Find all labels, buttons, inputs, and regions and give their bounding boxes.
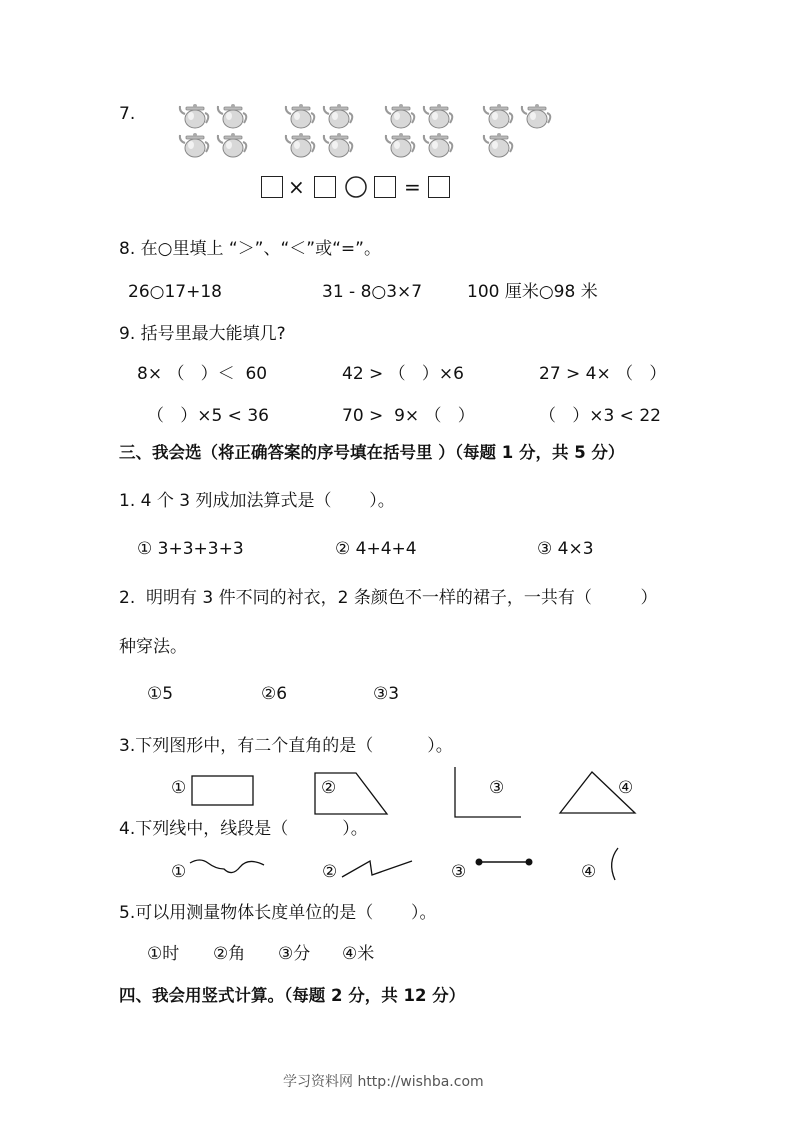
q9-item: 8× （ ）＜ 60 xyxy=(137,364,268,384)
s3-q1-prompt: 1. 4 个 3 列成加法算式是（ ）。 xyxy=(119,491,395,511)
teapot-icon xyxy=(482,102,516,130)
teapot-icon xyxy=(178,131,212,159)
arc-line xyxy=(607,846,621,882)
teapot-icon xyxy=(422,131,456,159)
s3-q1-option: ① 3+3+3+3 xyxy=(137,539,244,559)
answer-box[interactable] xyxy=(428,176,450,198)
teapot-icon xyxy=(384,131,418,159)
answer-box[interactable] xyxy=(261,176,283,198)
teapot-icon xyxy=(482,131,516,159)
shape-label: ④ xyxy=(618,778,634,798)
equals-sign: = xyxy=(404,175,421,199)
shape-label: ① xyxy=(171,778,187,798)
curve-line xyxy=(188,857,268,881)
rectangle-shape xyxy=(191,775,255,807)
footer-text: 学习资料网 http://wishba.com xyxy=(283,1074,484,1090)
s3-q2-prompt: 2. 明明有 3 件不同的衬衣，2 条颜色不一样的裙子，一共有（ ） xyxy=(119,588,658,608)
s3-q5-option: ③分 xyxy=(278,944,311,964)
s3-q5-option: ②角 xyxy=(213,944,246,964)
s3-q2-prompt-cont: 种穿法。 xyxy=(119,637,187,657)
q9-item: （ ）×3 < 22 xyxy=(539,406,661,426)
teapot-icon xyxy=(216,131,250,159)
teapot-icon xyxy=(284,131,318,159)
teapot-icon xyxy=(284,102,318,130)
q9-item: 70 > 9× （ ） xyxy=(342,406,475,426)
teapot-icon xyxy=(384,102,418,130)
s3-q2-option: ①5 xyxy=(147,684,174,704)
line-label: ② xyxy=(322,862,338,882)
times-sign: × xyxy=(288,175,305,199)
section4-heading: 四、我会用竖式计算。（每题 2 分，共 12 分） xyxy=(119,986,466,1005)
s3-q2-option: ③3 xyxy=(373,684,400,704)
segment-line xyxy=(474,855,534,869)
teapot-icon xyxy=(322,102,356,130)
q8-prompt: 8. 在○里填上 “＞”、“＜”或“=”。 xyxy=(119,239,381,259)
line-label: ④ xyxy=(581,862,597,882)
q9-item: 42 > （ ）×6 xyxy=(342,364,464,384)
s3-q1-option: ③ 4×3 xyxy=(537,539,594,559)
teapot-icon xyxy=(520,102,554,130)
teapot-icon xyxy=(178,102,212,130)
s3-q3-prompt: 3.下列图形中，有二个直角的是（ ）。 xyxy=(119,736,453,756)
q8-item: 31 - 8○3×7 xyxy=(322,282,423,302)
polyline-line xyxy=(340,857,414,881)
section3-heading: 三、我会选（将正确答案的序号填在括号里 ）（每题 1 分，共 5 分） xyxy=(119,443,625,462)
q9-prompt: 9. 括号里最大能填几? xyxy=(119,324,286,344)
line-label: ③ xyxy=(451,862,467,882)
q9-item: 27 > 4× （ ） xyxy=(539,364,667,384)
teapot-icon xyxy=(422,102,456,130)
s3-q5-prompt: 5.可以用测量物体长度单位的是（ ）。 xyxy=(119,903,437,923)
answer-box[interactable] xyxy=(314,176,336,198)
q7-number: 7. xyxy=(119,104,136,124)
s3-q5-option: ④米 xyxy=(342,944,375,964)
s3-q1-option: ② 4+4+4 xyxy=(335,539,417,559)
shape-label: ③ xyxy=(489,778,505,798)
answer-box[interactable] xyxy=(374,176,396,198)
q8-item: 26○17+18 xyxy=(128,282,222,302)
operator-circle[interactable] xyxy=(344,175,368,199)
q9-item: （ ）×5 < 36 xyxy=(147,406,269,426)
teapot-icon xyxy=(216,102,250,130)
s3-q2-option: ②6 xyxy=(261,684,288,704)
shape-label: ② xyxy=(321,778,337,798)
line-label: ① xyxy=(171,862,187,882)
q8-item: 100 厘米○98 米 xyxy=(467,282,598,302)
teapot-icon xyxy=(322,131,356,159)
s3-q4-prompt: 4.下列线中，线段是（ ）。 xyxy=(119,819,368,839)
s3-q5-option: ①时 xyxy=(147,944,180,964)
